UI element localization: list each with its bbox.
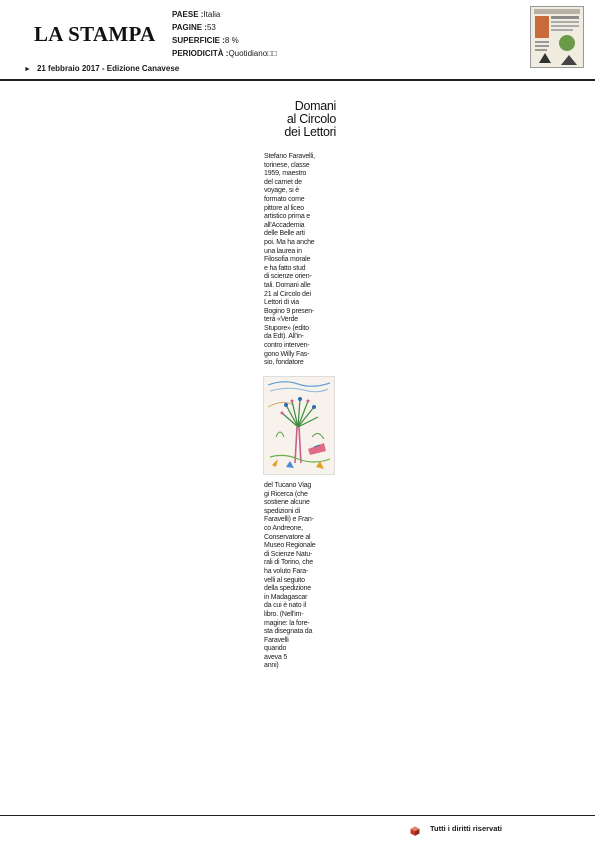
body-line: di scienze orien-	[264, 273, 312, 281]
child-drawing-image	[263, 376, 335, 475]
body-line: all'Accademia	[264, 221, 305, 229]
body-line: e ha fatto stud	[264, 264, 306, 272]
body-line: una laurea in	[264, 247, 302, 255]
article-headline-block	[252, 100, 336, 139]
body-line: co Andreone,	[264, 524, 303, 532]
meta-value: Italia	[203, 10, 221, 19]
article-headline	[252, 100, 336, 139]
meta-value: 8 %	[224, 36, 239, 45]
meta-value: Quotidiano□□	[228, 49, 277, 58]
body-line: voyage, si è	[264, 187, 299, 195]
meta-row-country	[172, 8, 277, 21]
body-line: poi. Ma ha anche	[264, 238, 315, 246]
meta-label: PAESE :	[172, 10, 204, 19]
body-line: delle Belle arti	[264, 230, 305, 238]
body-line: del carnet de	[264, 178, 302, 186]
page-thumbnail	[530, 6, 584, 68]
body-line: tali. Domani alle	[264, 281, 311, 289]
body-line: velli al seguito	[264, 576, 305, 584]
meta-label: SUPERFICIE :	[172, 36, 225, 45]
edition-line	[24, 64, 179, 73]
body-line: 1959, maestro	[264, 170, 307, 178]
top-rule	[0, 79, 595, 81]
headline-line: Domani	[294, 99, 336, 113]
body-line: sta disegnata da	[264, 628, 313, 636]
meta-row-surface	[172, 34, 277, 47]
body-line: di Scienze Natu-	[264, 550, 313, 558]
body-line: Museo Regionale	[264, 542, 316, 550]
body-line: in Madagascar	[264, 593, 308, 601]
body-line: da cui è nato il	[264, 602, 306, 610]
forest-drawing	[264, 377, 334, 474]
meta-label: PAGINE :	[172, 23, 207, 32]
body-line: quando	[264, 645, 287, 653]
body-line: Filosofia morale	[264, 256, 311, 264]
body-line: torinese, classe	[264, 161, 310, 169]
meta-value: 53	[206, 23, 216, 32]
cube-icon	[410, 826, 420, 836]
article-body-column-1	[264, 153, 344, 368]
body-line: pittore al liceo	[264, 204, 304, 212]
body-line: sio, fondatore	[264, 359, 304, 367]
body-line: sostiene alcune	[264, 499, 310, 507]
masthead: LA STAMPA	[34, 22, 156, 46]
body-line: 21 al Circolo dei	[264, 290, 311, 298]
body-line: terà «Verde	[264, 316, 298, 324]
page-thumbnail-image	[531, 7, 583, 67]
arrow-icon: ►	[24, 66, 31, 73]
body-line: da Edt). All'in-	[264, 333, 304, 341]
body-line: Faravelli	[264, 636, 289, 644]
meta-row-periodicity	[172, 47, 277, 60]
body-line: libro. (Nell'im-	[264, 610, 304, 618]
headline-line: al Circolo	[286, 112, 336, 126]
meta-label: PERIODICITÀ :	[172, 49, 229, 58]
body-line: gono Willy Fas-	[264, 350, 310, 358]
rights-icon	[410, 823, 420, 841]
body-line: del Tucano Viag	[264, 482, 312, 489]
body-line: rali di Torino, che	[264, 559, 313, 567]
body-line: Stefano Faravelli,	[264, 153, 315, 160]
body-line: anni)	[264, 662, 279, 670]
body-line: Lettori di via	[264, 299, 299, 307]
body-line: formato come	[264, 195, 305, 203]
body-line: Faravelli) e Fran-	[264, 516, 314, 524]
body-line: ha voluto Fara-	[264, 567, 309, 575]
article-body-column-2	[264, 482, 344, 671]
meta-row-pages	[172, 21, 277, 34]
body-line: Bogino 9 presen-	[264, 307, 315, 315]
meta-block	[172, 8, 277, 60]
edition-text: 21 febbraio 2017 - Edizione Canavese	[36, 64, 180, 73]
body-line: contro interven-	[264, 342, 310, 350]
headline-line: dei Lettori	[284, 125, 336, 139]
body-line: aveva 5	[264, 653, 288, 661]
body-line: magine: la fore-	[264, 619, 310, 627]
body-line: Stupore» (edito	[264, 324, 309, 332]
body-line: spedizioni di	[264, 507, 300, 515]
body-line: della spedizione	[264, 585, 312, 593]
bottom-rule	[0, 815, 595, 816]
body-line: gi Ricerca (che	[264, 490, 308, 498]
rights-notice: Tutti i diritti riservati	[430, 824, 502, 833]
body-line: Conservatore al	[264, 533, 311, 541]
body-line: artistico prima e	[264, 213, 311, 221]
